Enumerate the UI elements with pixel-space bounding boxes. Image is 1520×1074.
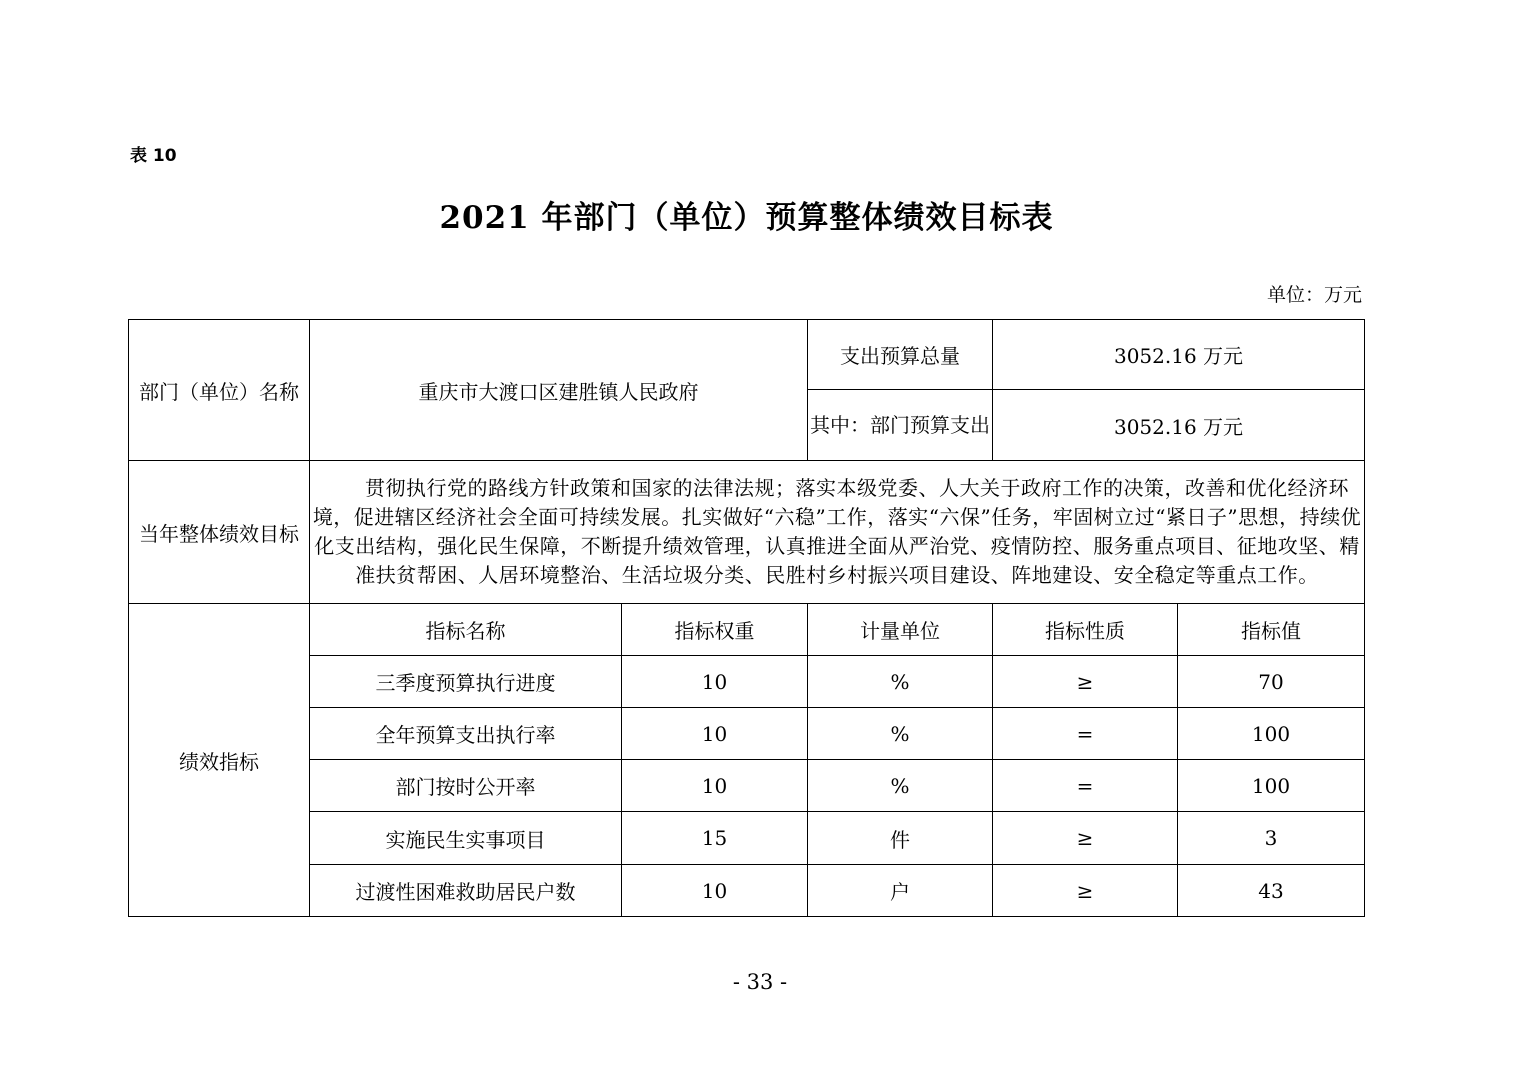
dept-budget-label: 其中：部门预算支出 xyxy=(808,390,993,461)
indicator-unit: % xyxy=(808,656,993,708)
table-row xyxy=(129,812,1365,865)
page-number: - 33 - xyxy=(732,970,788,994)
annual-goal-text: 贯彻执行党的路线方针政策和国家的法律法规；落实本级党委、人大关于政府工作的决策，改善和优化经济环境，促进辖区经济社会全面可持续发展。扎实做好“六稳”工作，落实“六保”任务，牢固树立过“紧日子”思想，持续优化支出结构，强化民生保障，不断提升绩效管理，认真推进全面从严治党、疫情防控、服务重点项目、征地攻坚、精准扶贫帮困、人居环境整治、生活垃圾分类、民胜村乡村振兴项目建设、阵地建设、安全稳定等重点工作。 xyxy=(310,461,1365,604)
dept-name-value: 重庆市大渡口区建胜镇人民政府 xyxy=(310,320,808,461)
dept-budget-value: 3052.16 万元 xyxy=(993,390,1365,461)
indicator-unit: % xyxy=(808,708,993,760)
indicator-unit: 户 xyxy=(808,865,993,917)
header-indicator-nature: 指标性质 xyxy=(993,604,1178,656)
indicator-weight: 10 xyxy=(622,865,808,917)
total-budget-label: 支出预算总量 xyxy=(808,320,993,390)
indicator-weight: 10 xyxy=(622,760,808,812)
header-indicator-weight: 指标权重 xyxy=(622,604,808,656)
dept-name-label: 部门（单位）名称 xyxy=(129,320,310,461)
total-budget-value: 3052.16 万元 xyxy=(993,320,1365,390)
performance-target-table xyxy=(128,319,1365,917)
indicator-value: 3 xyxy=(1178,812,1365,865)
indicator-value: 100 xyxy=(1178,708,1365,760)
table-row xyxy=(129,708,1365,760)
indicator-nature: = xyxy=(993,708,1178,760)
annual-goal-label: 当年整体绩效目标 xyxy=(129,461,310,604)
indicator-name: 三季度预算执行进度 xyxy=(310,656,622,708)
indicator-value: 70 xyxy=(1178,656,1365,708)
table-number-label: 表 10 xyxy=(130,146,177,166)
header-unit: 计量单位 xyxy=(808,604,993,656)
document-title: 2021 年部门（单位）预算整体绩效目标表 xyxy=(439,200,1054,236)
header-indicator-value: 指标值 xyxy=(1178,604,1365,656)
indicator-weight: 10 xyxy=(622,656,808,708)
table-row xyxy=(129,760,1365,812)
indicator-unit: 件 xyxy=(808,812,993,865)
indicator-name: 过渡性困难救助居民户数 xyxy=(310,865,622,917)
indicator-nature: ≥ xyxy=(993,865,1178,917)
indicator-weight: 15 xyxy=(622,812,808,865)
indicator-nature: = xyxy=(993,760,1178,812)
indicator-weight: 10 xyxy=(622,708,808,760)
indicator-value: 43 xyxy=(1178,865,1365,917)
indicator-name: 实施民生实事项目 xyxy=(310,812,622,865)
indicators-label: 绩效指标 xyxy=(129,604,310,917)
indicator-unit: % xyxy=(808,760,993,812)
indicator-nature: ≥ xyxy=(993,812,1178,865)
header-indicator-name: 指标名称 xyxy=(310,604,622,656)
indicator-name: 全年预算支出执行率 xyxy=(310,708,622,760)
indicator-value: 100 xyxy=(1178,760,1365,812)
indicator-nature: ≥ xyxy=(993,656,1178,708)
indicator-name: 部门按时公开率 xyxy=(310,760,622,812)
table-row xyxy=(129,865,1365,917)
unit-label: 单位：万元 xyxy=(1266,284,1362,306)
table-row xyxy=(129,656,1365,708)
